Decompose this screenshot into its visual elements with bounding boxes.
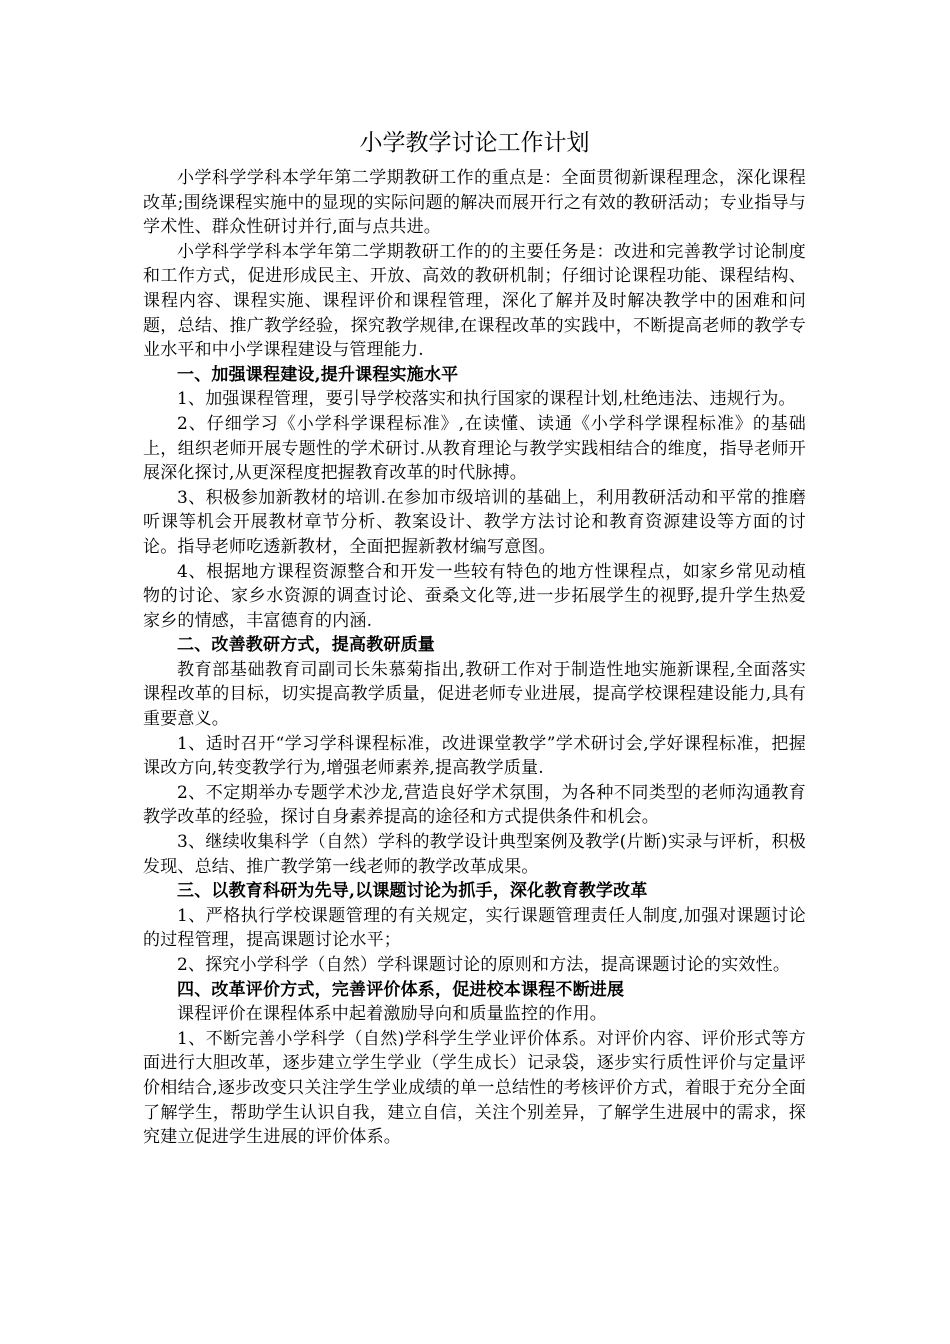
paragraph: 2、探究小学科学（自然）学科课题讨论的原则和方法，提高课题讨论的实效性。 [177,955,791,975]
paragraph: 1、严格执行学校课题管理的有关规定，实行课题管理责任人制度,加强对课题讨论的过程管理，提高课题讨论水平； [143,905,806,951]
document-page [143,128,806,1150]
section-heading: 二、改善教研方式，提高教研质量 [177,635,435,656]
paragraph: 4、根据地方课程资源整合和开发一些较有特色的地方性课程点，如家乡常见动植物的讨论、家乡水资源的调查讨论、蚕桑文化等,进一步拓展学生的视野,提升学生热爱家乡的情感，丰富德育的内涵. [143,561,806,631]
paragraph: 1、适时召开“学习学科课程标准，改进课堂教学”学术研讨会,学好课程标准，把握课改方向,转变教学行为,增强老师素养,提高教学质量. [143,733,806,779]
paragraph: 小学科学学科本学年第二学期教研工作的的主要任务是：改进和完善教学讨论制度和工作方式，促进形成民主、开放、高效的教研机制；仔细讨论课程功能、课程结构、课程内容、课程实施、课程评价和课程管理，深化了解并及时解决教学中的困难和问题，总结、推广教学经验，探究教学规律,在课程改革的实践中，不断提高老师的教学专业水平和中小学课程建设与管理能力. [143,241,806,361]
paragraph: 教育部基础教育司副司长朱慕菊指出,教研工作对于制造性地实施新课程,全面落实课程改革的目标，切实提高教学质量，促进老师专业进展，提高学校课程建设能力,具有重要意义。 [143,659,806,730]
paragraph: 3、继续收集科学（自然）学科的教学设计典型案例及教学(片断)实录与评析，积极发现、总结、推广教学第一线老师的教学改革成果。 [143,832,806,877]
paragraph: 2、仔细学习《小学科学课程标准》,在读懂、读通《小学科学课程标准》的基础上，组织老师开展专题性的学术研讨.从教育理论与教学实践相结合的维度，指导老师开展深化探讨,从更深程度把握教育改革的时代脉搏。 [143,413,806,484]
paragraph: 小学科学学科本学年第二学期教研工作的重点是：全面贯彻新课程理念，深化课程改革;围绕课程实施中的显现的实际问题的解决而展开行之有效的教研活动；专业指导与学术性、群众性研讨并行,面与点共进。 [143,168,806,238]
paragraph: 3、积极参加新教材的培训.在参加市级培训的基础上，利用教研活动和平常的推磨听课等机会开展教材章节分析、教案设计、教学方法讨论和教育资源建设等方面的讨论。指导老师吃透新教材，全面把握新教材编写意图。 [143,487,806,557]
section-heading: 四、改革评价方式，完善评价体系，促进校本课程不断进展 [177,979,625,1000]
document-title: 小学教学讨论工作计划 [359,130,590,156]
paragraph: 2、不定期举办专题学术沙龙,营造良好学术氛围，为各种不同类型的老师沟通教育教学改革的经验，探讨自身素养提高的途径和方式提供条件和机会。 [143,782,806,828]
paragraph: 课程评价在课程体系中起着激励导向和质量监控的作用。 [177,1004,607,1025]
section-heading: 一、加强课程建设,提升课程实施水平 [177,364,459,385]
paragraph: 1、加强课程管理，要引导学校落实和执行国家的课程计划,杜绝违法、违规行为。 [177,389,796,410]
section-heading: 三、以教育科研为先导,以课题讨论为抓手，深化教育教学改革 [177,881,648,902]
document-body [143,166,806,1150]
paragraph: 1、不断完善小学科学（自然)学科学生学业评价体系。对评价内容、评价形式等方面进行大胆改革，逐步建立学生学业（学生成长）记录袋，逐步实行质性评价与定量评价相结合,逐步改变只关注学生学业成绩的单一总结性的考核评价方式，着眼于充分全面了解学生，帮助学生认识自我，建立自信，关注个别差异，了解学生进展中的需求，探究建立促进学生进展的评价体系。 [143,1028,806,1148]
